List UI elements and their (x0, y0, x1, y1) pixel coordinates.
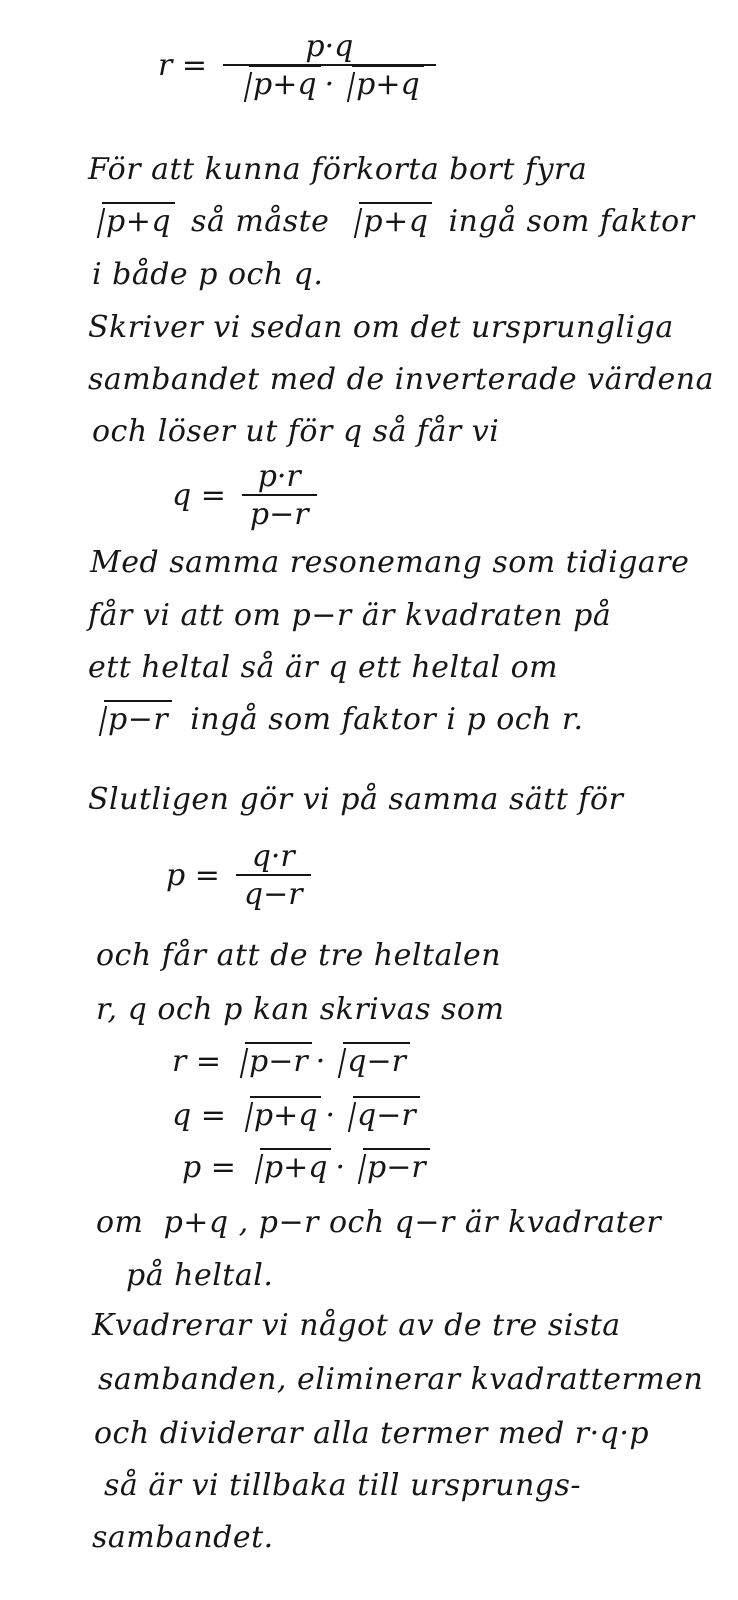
radicand: p+q (260, 1148, 332, 1185)
radicand: p+q (250, 1096, 322, 1133)
formula-q-numerator: p·r (257, 459, 301, 494)
multiply-dot: · (335, 1150, 345, 1185)
equation-lhs: r = (172, 1044, 222, 1079)
formula-r-fraction (223, 30, 436, 102)
sqrt-symbol (335, 1098, 420, 1134)
sqrt-symbol (84, 204, 175, 240)
text-line: på heltal. (126, 1258, 274, 1293)
sqrt-symbol (325, 1044, 410, 1080)
text-line: ett heltal så är q ett heltal om (88, 650, 559, 685)
text-line: För att kunna förkorta bort fyra (88, 152, 588, 187)
formula-p-fraction (236, 840, 311, 912)
sqrt-symbol (232, 1098, 322, 1134)
multiply-dot: · (324, 67, 335, 102)
radicand: p+q (249, 65, 321, 102)
text-line: får vi att om p−r är kvadraten på (88, 598, 612, 633)
sqrt-symbol (86, 702, 172, 738)
equation-lhs: q = (172, 1098, 226, 1133)
text-line: sambandet med de inverterade värdena (88, 362, 714, 397)
equation-r (172, 1044, 414, 1080)
formula-q-fraction (242, 460, 317, 532)
sqrt-symbol (334, 68, 424, 102)
multiply-dot: · (325, 1098, 335, 1133)
text-line: sambanden, eliminerar kvadrattermen (98, 1362, 704, 1397)
formula-q (172, 460, 317, 532)
text-line: och får att de tre heltalen (96, 938, 502, 973)
text-line: Med samma resonemang som tidigare (90, 545, 690, 580)
text-line: Skriver vi sedan om det ursprungliga (88, 310, 674, 345)
formula-p-lhs: p = (166, 858, 220, 893)
formula-q-lhs: q = (172, 478, 226, 513)
text-fragment: ingå som faktor (448, 204, 695, 239)
text-line: r, q och p kan skrivas som (96, 992, 505, 1027)
text-line (84, 204, 695, 240)
radicand: p+q (102, 202, 175, 239)
sqrt-symbol (341, 204, 432, 240)
formula-r (158, 30, 436, 102)
radicand: q−r (343, 1042, 410, 1079)
formula-p-numerator: q·r (251, 839, 295, 874)
text-fragment: ingå som faktor i p och r. (190, 702, 584, 737)
radicand: p−r (245, 1042, 312, 1079)
radicand: p−r (104, 700, 172, 737)
multiply-dot: · (315, 1044, 326, 1079)
equation-q (172, 1098, 424, 1134)
radicand: p−r (363, 1148, 430, 1185)
text-line (86, 702, 584, 738)
formula-r-numerator: p·q (305, 29, 354, 64)
text-line: sambandet. (92, 1520, 274, 1555)
sqrt-symbol (227, 1044, 312, 1080)
text-line: om p+q , p−r och q−r är kvadrater (96, 1205, 662, 1240)
sqrt-symbol (242, 1150, 332, 1186)
text-line: och löser ut för q så får vi (92, 414, 500, 449)
formula-q-denominator: p−r (242, 494, 317, 532)
formula-p (166, 840, 311, 912)
sqrt-symbol (231, 68, 321, 102)
text-line: Slutligen gör vi på samma sätt för (88, 782, 624, 817)
sqrt-symbol (345, 1150, 430, 1186)
radicand: q−r (353, 1096, 420, 1133)
text-line: och dividerar alla termer med r·q·p (94, 1416, 650, 1451)
equation-lhs: p = (182, 1150, 236, 1185)
text-line: så är vi tillbaka till ursprungs- (104, 1468, 582, 1503)
radicand: p+q (359, 202, 432, 239)
text-line: i både p och q. (92, 257, 324, 292)
text-fragment: så måste (191, 204, 330, 239)
text-line: Kvadrerar vi något av de tre sista (92, 1308, 621, 1343)
equation-p (182, 1150, 434, 1186)
formula-p-denominator: q−r (236, 874, 311, 912)
formula-r-denominator (223, 64, 436, 102)
formula-r-lhs: r = (158, 48, 208, 83)
radicand: p+q (352, 65, 424, 102)
